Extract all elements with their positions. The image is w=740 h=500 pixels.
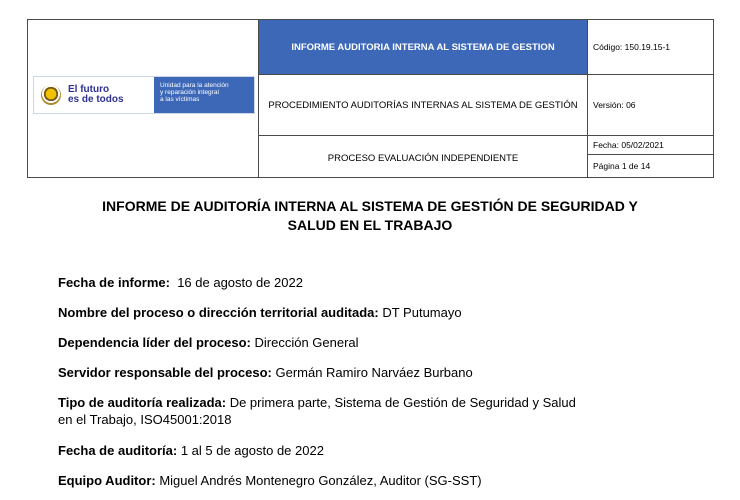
process-cell: PROCESO EVALUACIÓN INDEPENDIENTE (327, 153, 519, 164)
field-audit-type: Tipo de auditoría realizada: De primera parte, Sistema de Gestión de Seguridad y Salud en el Trabajo, ISO45001:2018 (58, 395, 576, 427)
field-audited-process: Nombre del proceso o dirección territorial auditada: DT Putumayo (58, 305, 462, 320)
document-header-table (27, 19, 714, 178)
procedure-cell: PROCEDIMIENTO AUDITORÍAS INTERNAS AL SISTEMA DE GESTIÓN (268, 99, 578, 111)
field-lead-dependency: Dependencia líder del proceso: Dirección General (58, 335, 359, 350)
date-cell: Fecha: 05/02/2021 (593, 140, 664, 150)
field-audit-team: Equipo Auditor: Miguel Andrés Montenegro González, Auditor (SG-SST) (58, 473, 482, 488)
logo-unit-name: Unidad para la atención y reparación integral a las víctimas (154, 77, 254, 113)
logo-slogan: El futuro es de todos (68, 84, 124, 105)
document-title: INFORME DE AUDITORÍA INTERNA AL SISTEMA DE GESTIÓN DE SEGURIDAD Y SALUD EN EL TRABAJO (102, 198, 638, 233)
version-cell: Versión: 06 (593, 100, 636, 110)
field-audit-date: Fecha de auditoría: 1 al 5 de agosto de 2022 (58, 443, 324, 458)
institution-logo (33, 76, 255, 114)
code-cell: Código: 150.19.15-1 (593, 42, 671, 52)
field-report-date: Fecha de informe: 16 de agosto de 2022 (58, 275, 303, 290)
field-responsible-officer: Servidor responsable del proceso: Germán Ramiro Narváez Burbano (58, 365, 473, 380)
report-title-cell: INFORME AUDITORIA INTERNA AL SISTEMA DE GESTION (259, 20, 587, 74)
page-number-cell: Página 1 de 14 (593, 161, 651, 171)
coat-of-arms-icon (41, 85, 61, 105)
